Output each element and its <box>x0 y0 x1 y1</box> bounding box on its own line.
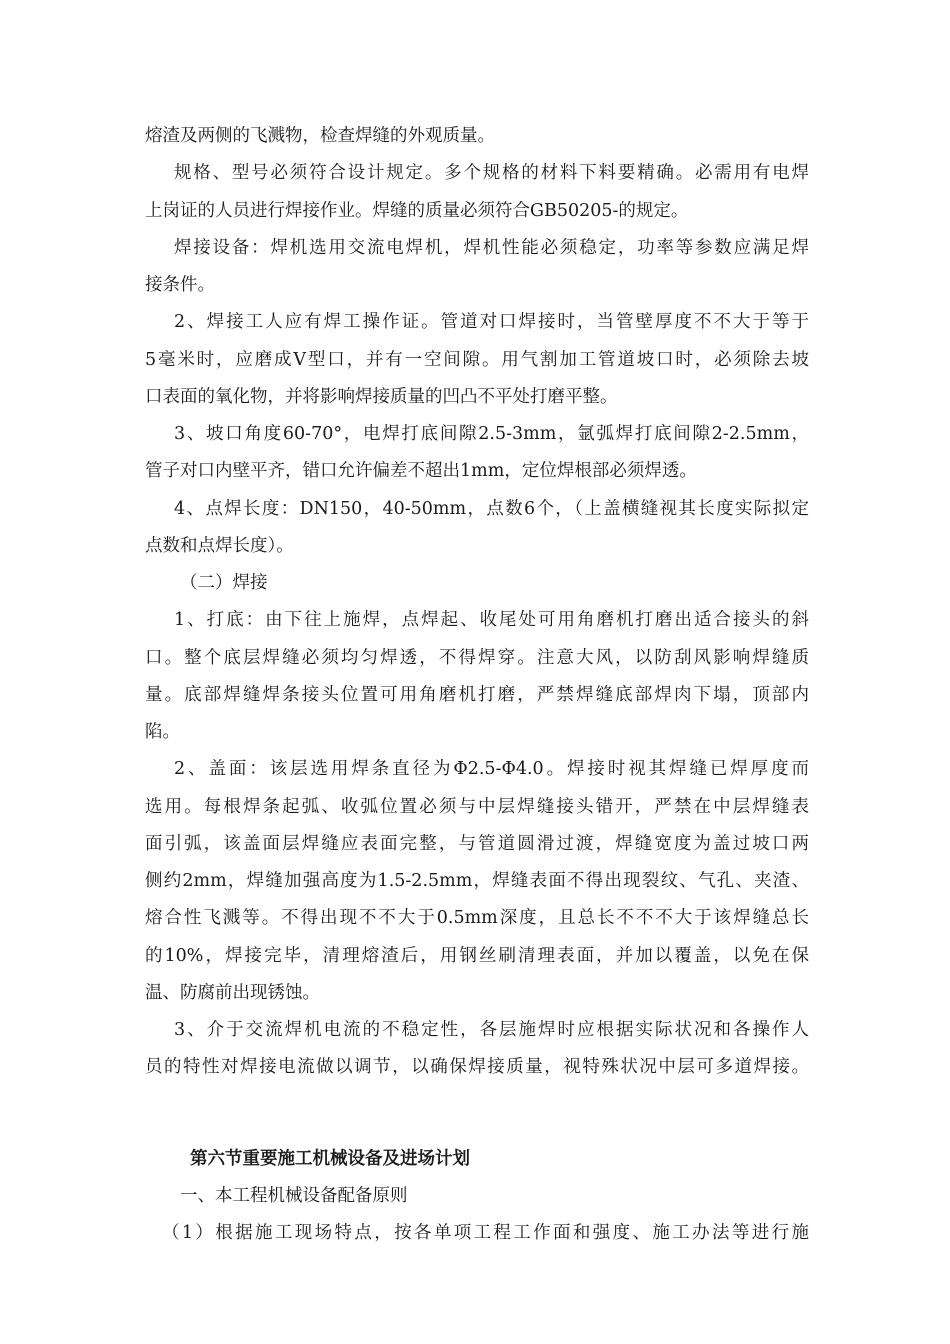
body-line: 员的特性对焊接电流做以调节，以确保焊接质量，视特殊状况中层可多道焊接。 <box>145 1057 809 1077</box>
body-line: 接条件。 <box>145 275 215 295</box>
subheading: 一、本工程机械设备配备原则 <box>180 1186 408 1206</box>
section-heading: 第六节重要施工机械设备及进场计划 <box>190 1149 470 1169</box>
body-line: 管子对口内壁平齐，错口允许偏差不超出1mm，定位焊根部必须焊透。 <box>145 461 697 481</box>
body-line: 3、介于交流焊机电流的不稳定性，各层施焊时应根据实际状况和各操作人 <box>174 1020 809 1040</box>
body-line: 规格、型号必须符合设计规定。多个规格的材料下料要精确。必需用有电焊 <box>174 163 809 183</box>
body-line: 的10%，焊接完毕，清理熔渣后，用钢丝刷清理表面，并加以覆盖，以免在保 <box>145 946 809 966</box>
body-line: （1）根据施工现场特点，按各单项工程工作面和强度、施工办法等进行施 <box>162 1223 809 1243</box>
body-line: 面引弧，该盖面层焊缝应表面完整，与管道圆滑过渡，焊缝宽度为盖过坡口两 <box>145 834 809 854</box>
body-line: 4、点焊长度：DN150，40-50mm，点数6个，（上盖横缝视其长度实际拟定 <box>174 499 809 519</box>
body-line: 口表面的氧化物，并将影响焊接质量的凹凸不平处打磨平整。 <box>145 387 618 407</box>
body-line: 1、打底：由下往上施焊，点焊起、收尾处可用角磨机打磨出适合接头的斜 <box>174 610 809 630</box>
body-line: 量。底部焊缝焊条接头位置可用角磨机打磨，严禁焊缝底部焊肉下塌，顶部内 <box>145 685 809 705</box>
body-line: 2、焊接工人应有焊工操作证。管道对口焊接时，当管壁厚度不不大于等于 <box>174 312 809 332</box>
body-line: 3、坡口角度60-70°，电焊打底间隙2.5-3mm，氩弧焊打底间隙2-2.5mm， <box>174 424 809 444</box>
body-line: 熔合性飞溅等。不得出现不不大于0.5mm深度，且总长不不不大于该焊缝总长 <box>145 908 809 928</box>
body-line: 上岗证的人员进行焊接作业。焊缝的质量必须符合GB50205-的规定。 <box>145 201 689 221</box>
subsection-heading: （二）焊接 <box>180 573 268 593</box>
body-line: 口。整个底层焊缝必须均匀焊透，不得焊穿。注意大风，以防刮风影响焊缝质 <box>145 648 809 668</box>
body-line: 熔渣及两侧的飞溅物，检查焊缝的外观质量。 <box>145 126 495 146</box>
body-line: 5毫米时，应磨成V型口，并有一空间隙。用气割加工管道坡口时，必须除去坡 <box>145 350 809 370</box>
body-line: 陷。 <box>145 722 180 742</box>
body-line: 焊接设备：焊机选用交流电焊机，焊机性能必须稳定，功率等参数应满足焊 <box>174 238 809 258</box>
body-line: 选用。每根焊条起弧、收弧位置必须与中层焊缝接头错开，严禁在中层焊缝表 <box>145 797 809 817</box>
body-line: 点数和点焊长度）。 <box>145 536 294 556</box>
body-line: 温、防腐前出现锈蚀。 <box>145 983 320 1003</box>
body-line: 2、盖面：该层选用焊条直径为Φ2.5-Φ4.0。焊接时视其焊缝已焊厚度而 <box>174 759 809 779</box>
body-line: 侧约2mm，焊缝加强高度为1.5-2.5mm，焊缝表面不得出现裂纹、气孔、夹渣、 <box>145 871 809 891</box>
